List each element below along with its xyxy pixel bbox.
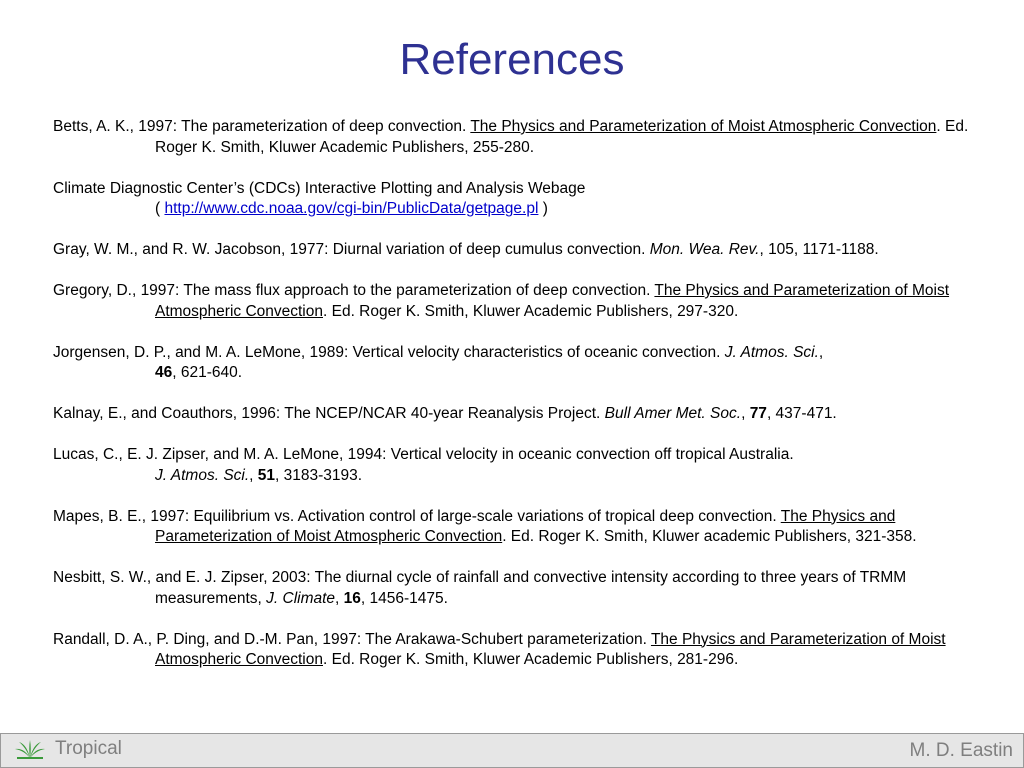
journal-name: Mon. Wea. Rev. <box>649 241 760 258</box>
book-title: The Physics and Parameterization of Moist Atmospheric Convection <box>470 118 937 135</box>
footer-left <box>13 738 122 760</box>
footer-author: M. D. Eastin <box>909 740 1013 761</box>
palm-leaf-icon <box>13 738 47 760</box>
journal-name: J. Atmos. Sci. <box>155 466 250 484</box>
volume-number: 16 <box>343 589 361 607</box>
reference-cdc: Climate Diagnostic Center’s (CDCs) Interactive Plotting and Analysis Webage ( http://www.cdc.noaa.gov/cgi-bin/PublicData/getpage.pl ) <box>53 179 586 217</box>
reference-randall: Randall, D. A., P. Ding, and D.-M. Pan, 1997: The Arakawa-Schubert parameterization. The Physics and Parameterization of Moist Atmospheric Convection. Ed. Roger K. Smith, Kluwer Academic Publishers, 281-296. <box>53 630 946 668</box>
book-title: The Physics and Parameterization of Moist Atmospheric Convection <box>155 282 950 320</box>
footer-course-label: Tropical <box>55 738 122 759</box>
reference-jorgensen: Jorgensen, D. P., and M. A. LeMone, 1989: Vertical velocity characteristics of oceanic convection. J. Atmos. Sci., 46, 621-640. <box>53 343 824 381</box>
journal-name: J. Atmos. Sci. <box>724 343 819 361</box>
book-title: The Physics and Parameterization of Moist Atmospheric Convection <box>155 507 896 545</box>
reference-gray: Gray, W. M., and R. W. Jacobson, 1977: Diurnal variation of deep cumulus convection. Mon. Wea. Rev., 105, 1171-1188. <box>53 241 879 258</box>
footer-bar <box>0 733 1024 768</box>
reference-betts: Betts, A. K., 1997: The parameterization of deep convection. The Physics and Parameterization of Moist Atmospheric Convection. Ed. Roger K. Smith, Kluwer Academic Publishers, 255-280. <box>53 118 969 156</box>
reference-gregory: Gregory, D., 1997: The mass flux approach to the parameterization of deep convection. The Physics and Parameterization of Moist Atmospheric Convection. Ed. Roger K. Smith, Kluwer Academic Publishers, 297-320. <box>53 282 950 320</box>
reference-mapes: Mapes, B. E., 1997: Equilibrium vs. Activation control of large-scale variations of tropical deep convection. The Physics and Parameterization of Moist Atmospheric Convection. Ed. Roger K. Smith, Kluwer academic Publishers, 321-358. <box>53 507 917 545</box>
volume-number: 77 <box>749 405 767 422</box>
slide-title: References <box>399 35 625 84</box>
journal-name: J. Climate <box>266 589 336 607</box>
reference-nesbitt: Nesbitt, S. W., and E. J. Zipser, 2003: The diurnal cycle of rainfall and convective intensity according to three years of TRMM measurements, J. Climate, 16, 1456-1475. <box>53 569 907 607</box>
volume-number: 46 <box>155 364 173 381</box>
book-title: The Physics and Parameterization of Moist Atmospheric Convection <box>155 630 946 668</box>
reference-kalnay: Kalnay, E., and Coauthors, 1996: The NCEP/NCAR 40-year Reanalysis Project. Bull Amer Met. Soc., 77, 437-471. <box>53 405 837 422</box>
volume-number: 51 <box>257 466 276 484</box>
cdc-url-link[interactable]: http://www.cdc.noaa.gov/cgi-bin/PublicData/getpage.pl <box>164 200 539 217</box>
journal-name: Bull Amer Met. Soc. <box>604 405 742 422</box>
reference-list <box>53 117 988 691</box>
reference-lucas: Lucas, C., E. J. Zipser, and M. A. LeMone, 1994: Vertical velocity in oceanic convection off tropical Australia. J. Atmos. Sci., 51, 3183-3193. <box>53 446 794 484</box>
